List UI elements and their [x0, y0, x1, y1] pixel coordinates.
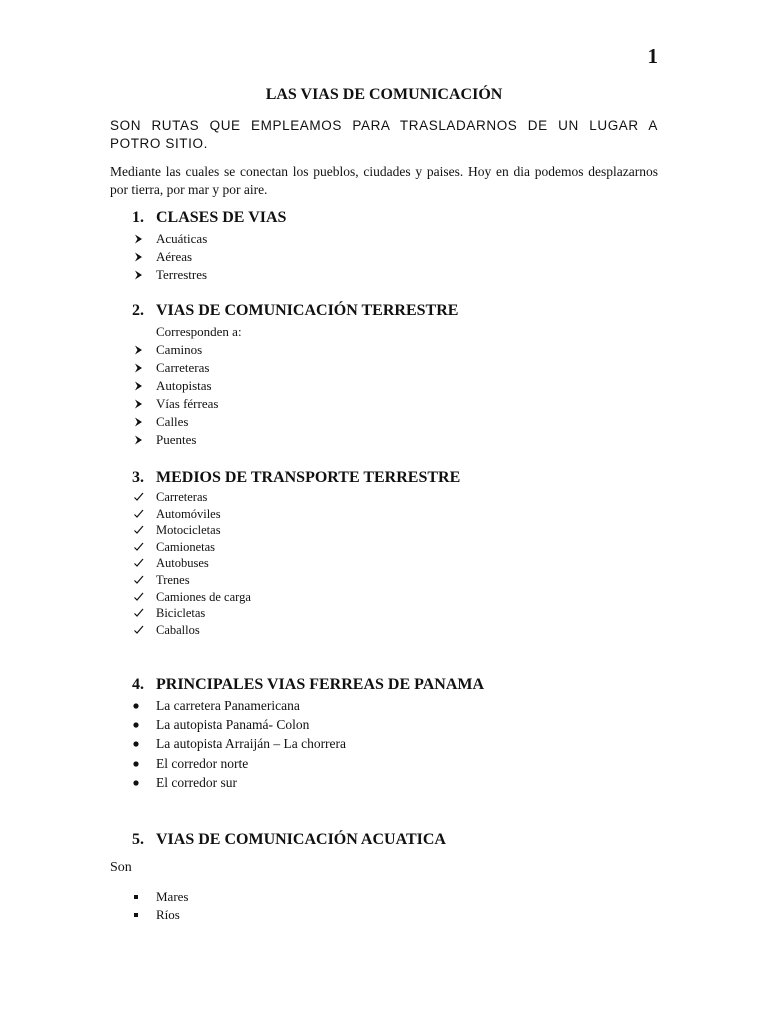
list-item: Trenes [133, 572, 251, 589]
list-item: Carreteras [133, 359, 218, 377]
checkmark-icon [133, 539, 149, 555]
section-title: VIAS DE COMUNICACIÓN ACUATICA [156, 831, 446, 848]
checkmark-icon [133, 572, 149, 588]
arrow-icon [133, 431, 149, 449]
list-item: Caminos [133, 341, 218, 359]
section-title: MEDIOS DE TRANSPORTE TERRESTRE [156, 469, 461, 486]
section-title: CLASES DE VIAS [156, 209, 287, 226]
section-heading-1 [132, 209, 286, 227]
section-heading-3 [132, 469, 460, 487]
checkmark-icon [133, 589, 149, 605]
arrow-icon [133, 359, 149, 377]
bullet-icon [133, 715, 149, 734]
section-list-5 [133, 888, 189, 924]
bullet-icon [133, 754, 149, 773]
list-item: Camionetas [133, 539, 251, 556]
section-list-2 [133, 341, 218, 449]
arrow-icon [133, 377, 149, 395]
list-item: El corredor norte [133, 754, 346, 773]
section-heading-2 [132, 302, 458, 320]
list-item: Ríos [133, 906, 189, 924]
section-list-1 [133, 230, 207, 284]
bullet-icon [133, 696, 149, 715]
section-subtext-5: Son [110, 860, 132, 875]
arrow-icon [133, 413, 149, 431]
list-item: Calles [133, 413, 218, 431]
list-item: Motocicletas [133, 522, 251, 539]
bullet-icon [133, 734, 149, 753]
list-item: Camiones de carga [133, 589, 251, 606]
list-item: Terrestres [133, 266, 207, 284]
list-item: Puentes [133, 431, 218, 449]
arrow-icon [133, 266, 149, 284]
checkmark-icon [133, 489, 149, 505]
list-item: Autobuses [133, 555, 251, 572]
list-item: Vías férreas [133, 395, 218, 413]
list-item: El corredor sur [133, 773, 346, 792]
list-item: Autopistas [133, 377, 218, 395]
arrow-icon [133, 341, 149, 359]
page-number: 1 [647, 44, 658, 68]
checkmark-icon [133, 506, 149, 522]
list-item: La autopista Arraiján – La chorrera [133, 734, 346, 753]
checkmark-icon [133, 605, 149, 621]
section-number: 4. [132, 676, 144, 693]
list-item: Automóviles [133, 506, 251, 523]
list-item: Acuáticas [133, 230, 207, 248]
arrow-icon [133, 395, 149, 413]
section-number: 1. [132, 209, 144, 226]
section-heading-4 [132, 676, 484, 694]
document-title: LAS VIAS DE COMUNICACIÓN [265, 86, 503, 103]
checkmark-icon [133, 622, 149, 638]
section-list-3 [133, 489, 251, 638]
list-item: Aéreas [133, 248, 207, 266]
intro-paragraph-1: SON RUTAS QUE EMPLEAMOS PARA TRASLADARNOS DE UN LUGAR A POTRO SITIO. [110, 118, 658, 151]
square-bullet-icon [133, 906, 149, 924]
checkmark-icon [133, 522, 149, 538]
checkmark-icon [133, 555, 149, 571]
list-item: La carretera Panamericana [133, 696, 346, 715]
arrow-icon [133, 230, 149, 248]
section-title: PRINCIPALES VIAS FERREAS DE PANAMA [156, 676, 485, 693]
section-number: 3. [132, 469, 144, 486]
list-item: Bicicletas [133, 605, 251, 622]
intro-paragraph-2: Mediante las cuales se conectan los pueblos, ciudades y paises. Hoy en dia podemos desplazarnos por tierra, por mar y por aire. [110, 164, 658, 197]
section-number: 2. [132, 302, 144, 319]
list-item: Carreteras [133, 489, 251, 506]
arrow-icon [133, 248, 149, 266]
section-heading-5 [132, 831, 446, 849]
section-subtext-2: Corresponden a: [156, 324, 242, 339]
section-list-4 [133, 696, 346, 792]
list-item: Caballos [133, 622, 251, 639]
list-item: Mares [133, 888, 189, 906]
square-bullet-icon [133, 888, 149, 906]
section-title: VIAS DE COMUNICACIÓN TERRESTRE [156, 302, 459, 319]
section-number: 5. [132, 831, 144, 848]
list-item: La autopista Panamá- Colon [133, 715, 346, 734]
bullet-icon [133, 773, 149, 792]
